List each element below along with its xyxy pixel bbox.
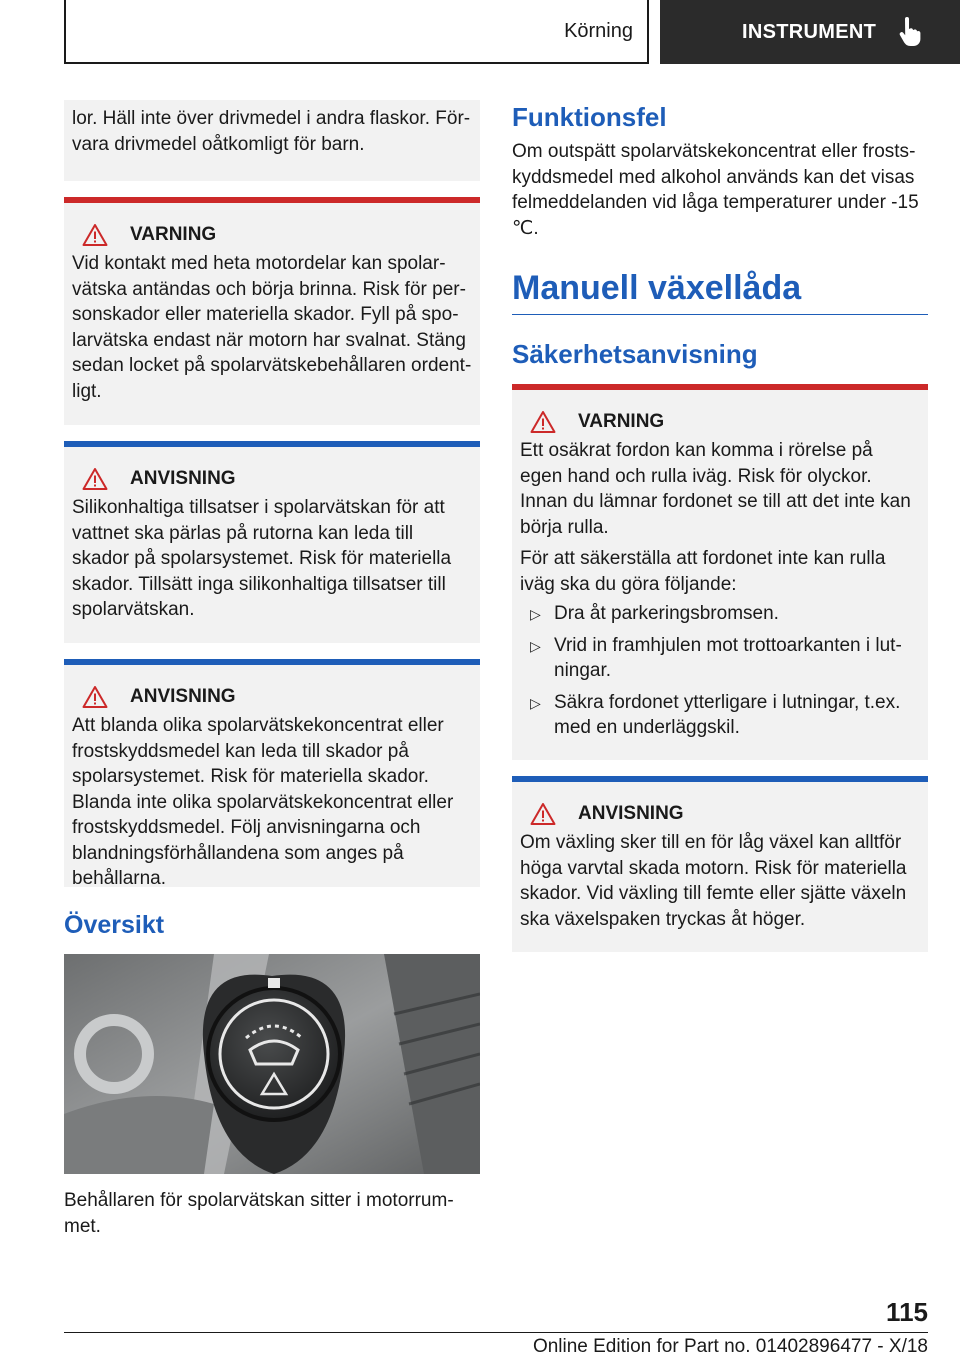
steps-list bbox=[520, 601, 920, 741]
triangle-right-icon: ▷ bbox=[530, 637, 541, 654]
warning-text: Ett osäkrat fordon kan komma i rörelse på egen hand och rulla iväg. Risk för olyckor. Innan du lämnar fordonet se till att det inte kan börja rulla. bbox=[520, 440, 911, 538]
notice-title: ANVISNING bbox=[530, 802, 920, 826]
triangle-right-icon: ▷ bbox=[530, 694, 541, 711]
warning-triangle-icon bbox=[530, 802, 556, 826]
manual-heading-rule bbox=[512, 269, 928, 315]
pointing-hand-icon bbox=[896, 17, 922, 47]
notice-box bbox=[512, 776, 928, 952]
chapter-title: INSTRUMENT bbox=[742, 20, 877, 43]
intro-box bbox=[64, 100, 480, 181]
section-tab bbox=[64, 0, 649, 64]
triangle-right-icon: ▷ bbox=[530, 606, 541, 622]
right-column bbox=[512, 102, 928, 952]
list-item: ▷ Säkra fordonet ytterligare i lutningar, t.ex. med en underläggskil. bbox=[530, 691, 901, 738]
figure-caption: Behållaren för spolarvätskan sitter i motorrummet. bbox=[64, 1190, 454, 1237]
page-number: 115 bbox=[886, 1297, 928, 1327]
warning-triangle-icon bbox=[82, 467, 108, 491]
notice-title: ANVISNING bbox=[82, 685, 472, 709]
notice-box bbox=[64, 659, 480, 887]
notice-box bbox=[64, 441, 480, 643]
section-title: Körning bbox=[564, 19, 633, 42]
safety-heading: Säkerhetsanvisning bbox=[512, 339, 758, 369]
left-column bbox=[64, 100, 480, 1239]
malfunction-heading: Funktionsfel bbox=[512, 102, 667, 132]
washer-cap-illustration bbox=[64, 954, 480, 1174]
warning-box bbox=[512, 384, 928, 760]
notice-text: Om växling sker till en för låg växel kan alltför höga varvtal skada motorn. Risk för materiella skador. Vid växling till femte eller sjätte växeln ska växelspaken tryckas åt höger. bbox=[520, 832, 907, 930]
intro-text: lor. Häll inte över drivmedel i andra flaskor. Förvara drivmedel oåtkomligt för barn. bbox=[72, 108, 471, 155]
list-item: ▷ Vrid in framhjulen mot trottoarkanten i lutningar. bbox=[530, 634, 902, 681]
warning-triangle-icon bbox=[82, 223, 108, 247]
warning-text: Vid kontakt med heta motordelar kan spolarvätska antändas och börja brinna. Risk för personskador eller materiella skador. Fyll på spolarvätska endast när motorn har svalnat. Stäng sedan locket på spolarvätskebehållaren ordentligt. bbox=[72, 253, 472, 402]
malfunction-text: Om outspätt spolarvätskekoncentrat eller frostskyddsmedel med alkohol används kan det visas felmeddelanden vid låga temperaturer under -15 ℃. bbox=[512, 141, 919, 239]
footer-divider bbox=[64, 1332, 928, 1333]
list-item: ▷ Dra åt parkeringsbromsen. bbox=[520, 601, 920, 627]
edition-footer: Online Edition for Part no. 01402896477 - X/18 bbox=[532, 1336, 928, 1357]
notice-text: Silikonhaltiga tillsatser i spolarvätskan för att vattnet ska pärlas på rutorna kan leda till skador på spolarsystemet. Risk för materiella skador. Tillsätt inga silikonhaltiga tillsatser till spolarvätskan. bbox=[72, 497, 452, 620]
warning-title: VARNING bbox=[530, 410, 920, 434]
warning-box bbox=[64, 197, 480, 425]
chapter-tab bbox=[660, 0, 960, 64]
washer-reservoir-photo bbox=[64, 954, 480, 1174]
notice-title: ANVISNING bbox=[82, 467, 472, 491]
warning-triangle-icon bbox=[82, 685, 108, 709]
notice-text: Att blanda olika spolarvätskekoncentrat eller frostskyddsmedel kan leda till skador på spolarsystemet. Risk för materiella skador. Blanda inte olika spolarvätskekoncentrat eller frostskyddsmedel. Följ anvisningarna och blandningsförhållandena som anges på behållarna. bbox=[72, 715, 454, 889]
warning-title: VARNING bbox=[82, 223, 472, 247]
overview-heading: Översikt bbox=[64, 911, 165, 939]
warning-triangle-icon bbox=[530, 410, 556, 434]
manual-gearbox-heading: Manuell växellåda bbox=[512, 269, 802, 307]
warning-text: För att säkerställa att fordonet inte kan rulla iväg ska du göra följande: bbox=[520, 548, 886, 595]
